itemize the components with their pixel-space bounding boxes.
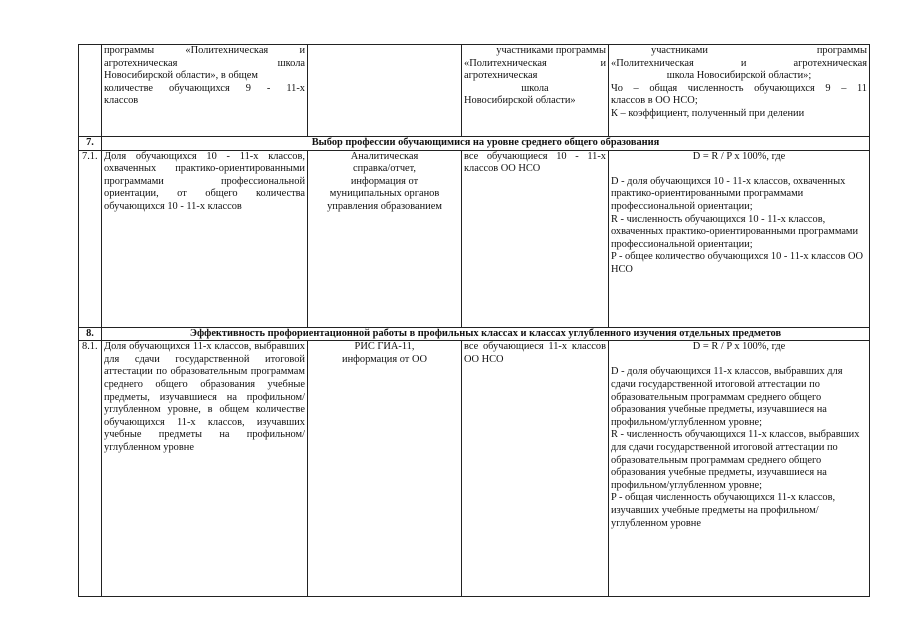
cell-source: Аналитическая справка/отчет, информация от муниципальных органов управления образованием (308, 150, 462, 327)
table-row-7-1 (79, 150, 870, 327)
cell-formula: D = R / P x 100%, где D - доля обучающихся 11-х классов, выбравших для сдачи государственной итоговой аттестации по образовательным программам среднего общего образования учебные предметы, изучавшиеся на профильном/углубленном уровне; R - численность обучающихся 11-х классов, выбравших для сдачи государственной итоговой аттестации по образовательным программам среднего общего образования учебные предметы, изучавшиеся на профильном/углубленном уровне; P - общая численность обучающихся 11-х классов, изучавших учебные предметы на профильном/углубленном уровне (609, 341, 870, 597)
cell-indicator: Доля обучающихся 10 - 11-х классов, охваченных практико-ориентированными программами профессиональной ориентации, от общего количества обучающихся 10 - 11-х классов (102, 150, 308, 327)
cell-formula: участниками программы «Политехническая и агротехническая школа Новосибирской области»; Чо – общая численность обучающихся 9 – 11 классов в ОО НСО; К – коэффициент, полученный при делении (609, 45, 870, 137)
section-num: 7. (79, 137, 102, 151)
cell-indicator: программы «Политехническая и агротехническая школа Новосибирской области», в общем количестве обучающихся 9 - 11-х классов (102, 45, 308, 137)
section-title: Эффективность профориентационной работы в профильных классах и классах углубленного изучения отдельных предметов (102, 327, 870, 341)
cell-scope: участниками программы «Политехническая и агротехническая школа Новосибирской области» (462, 45, 609, 137)
cell-num: 7.1. (79, 150, 102, 327)
section-num: 8. (79, 327, 102, 341)
cell-scope: все обучающиеся 11-х классов ОО НСО (462, 341, 609, 597)
section-header-7 (79, 137, 870, 151)
cell-source: РИС ГИА-11, информация от ОО (308, 341, 462, 597)
cell-scope: все обучающиеся 10 - 11-х классов ОО НСО (462, 150, 609, 327)
cell-source (308, 45, 462, 137)
cell-num: 8.1. (79, 341, 102, 597)
section-title: Выбор профессии обучающимися на уровне среднего общего образования (102, 137, 870, 151)
cell-formula: D = R / P x 100%, где D - доля обучающихся 10 - 11-х классов, охваченных практико-ориентированными программами профессиональной ориентации; R - численность обучающихся 10 - 11-х классов, охваченных практико-ориентированными программами профессиональной ориентации; P - общее количество обучающихся 10 - 11-х классов ОО НСО (609, 150, 870, 327)
cell-indicator: Доля обучающихся 11-х классов, выбравших для сдачи государственной итоговой аттестации по образовательным программам среднего общего образования учебные предметы, изучавшиеся на профильном/углубленном уровне, в общем количестве обучающихся 11-х классов, изучавших учебные предметы на профильном/углубленном уровне (102, 341, 308, 597)
table-row-continuation (79, 45, 870, 137)
section-header-8 (79, 327, 870, 341)
cell-num (79, 45, 102, 137)
indicators-table (78, 44, 870, 597)
table-row-8-1 (79, 341, 870, 597)
